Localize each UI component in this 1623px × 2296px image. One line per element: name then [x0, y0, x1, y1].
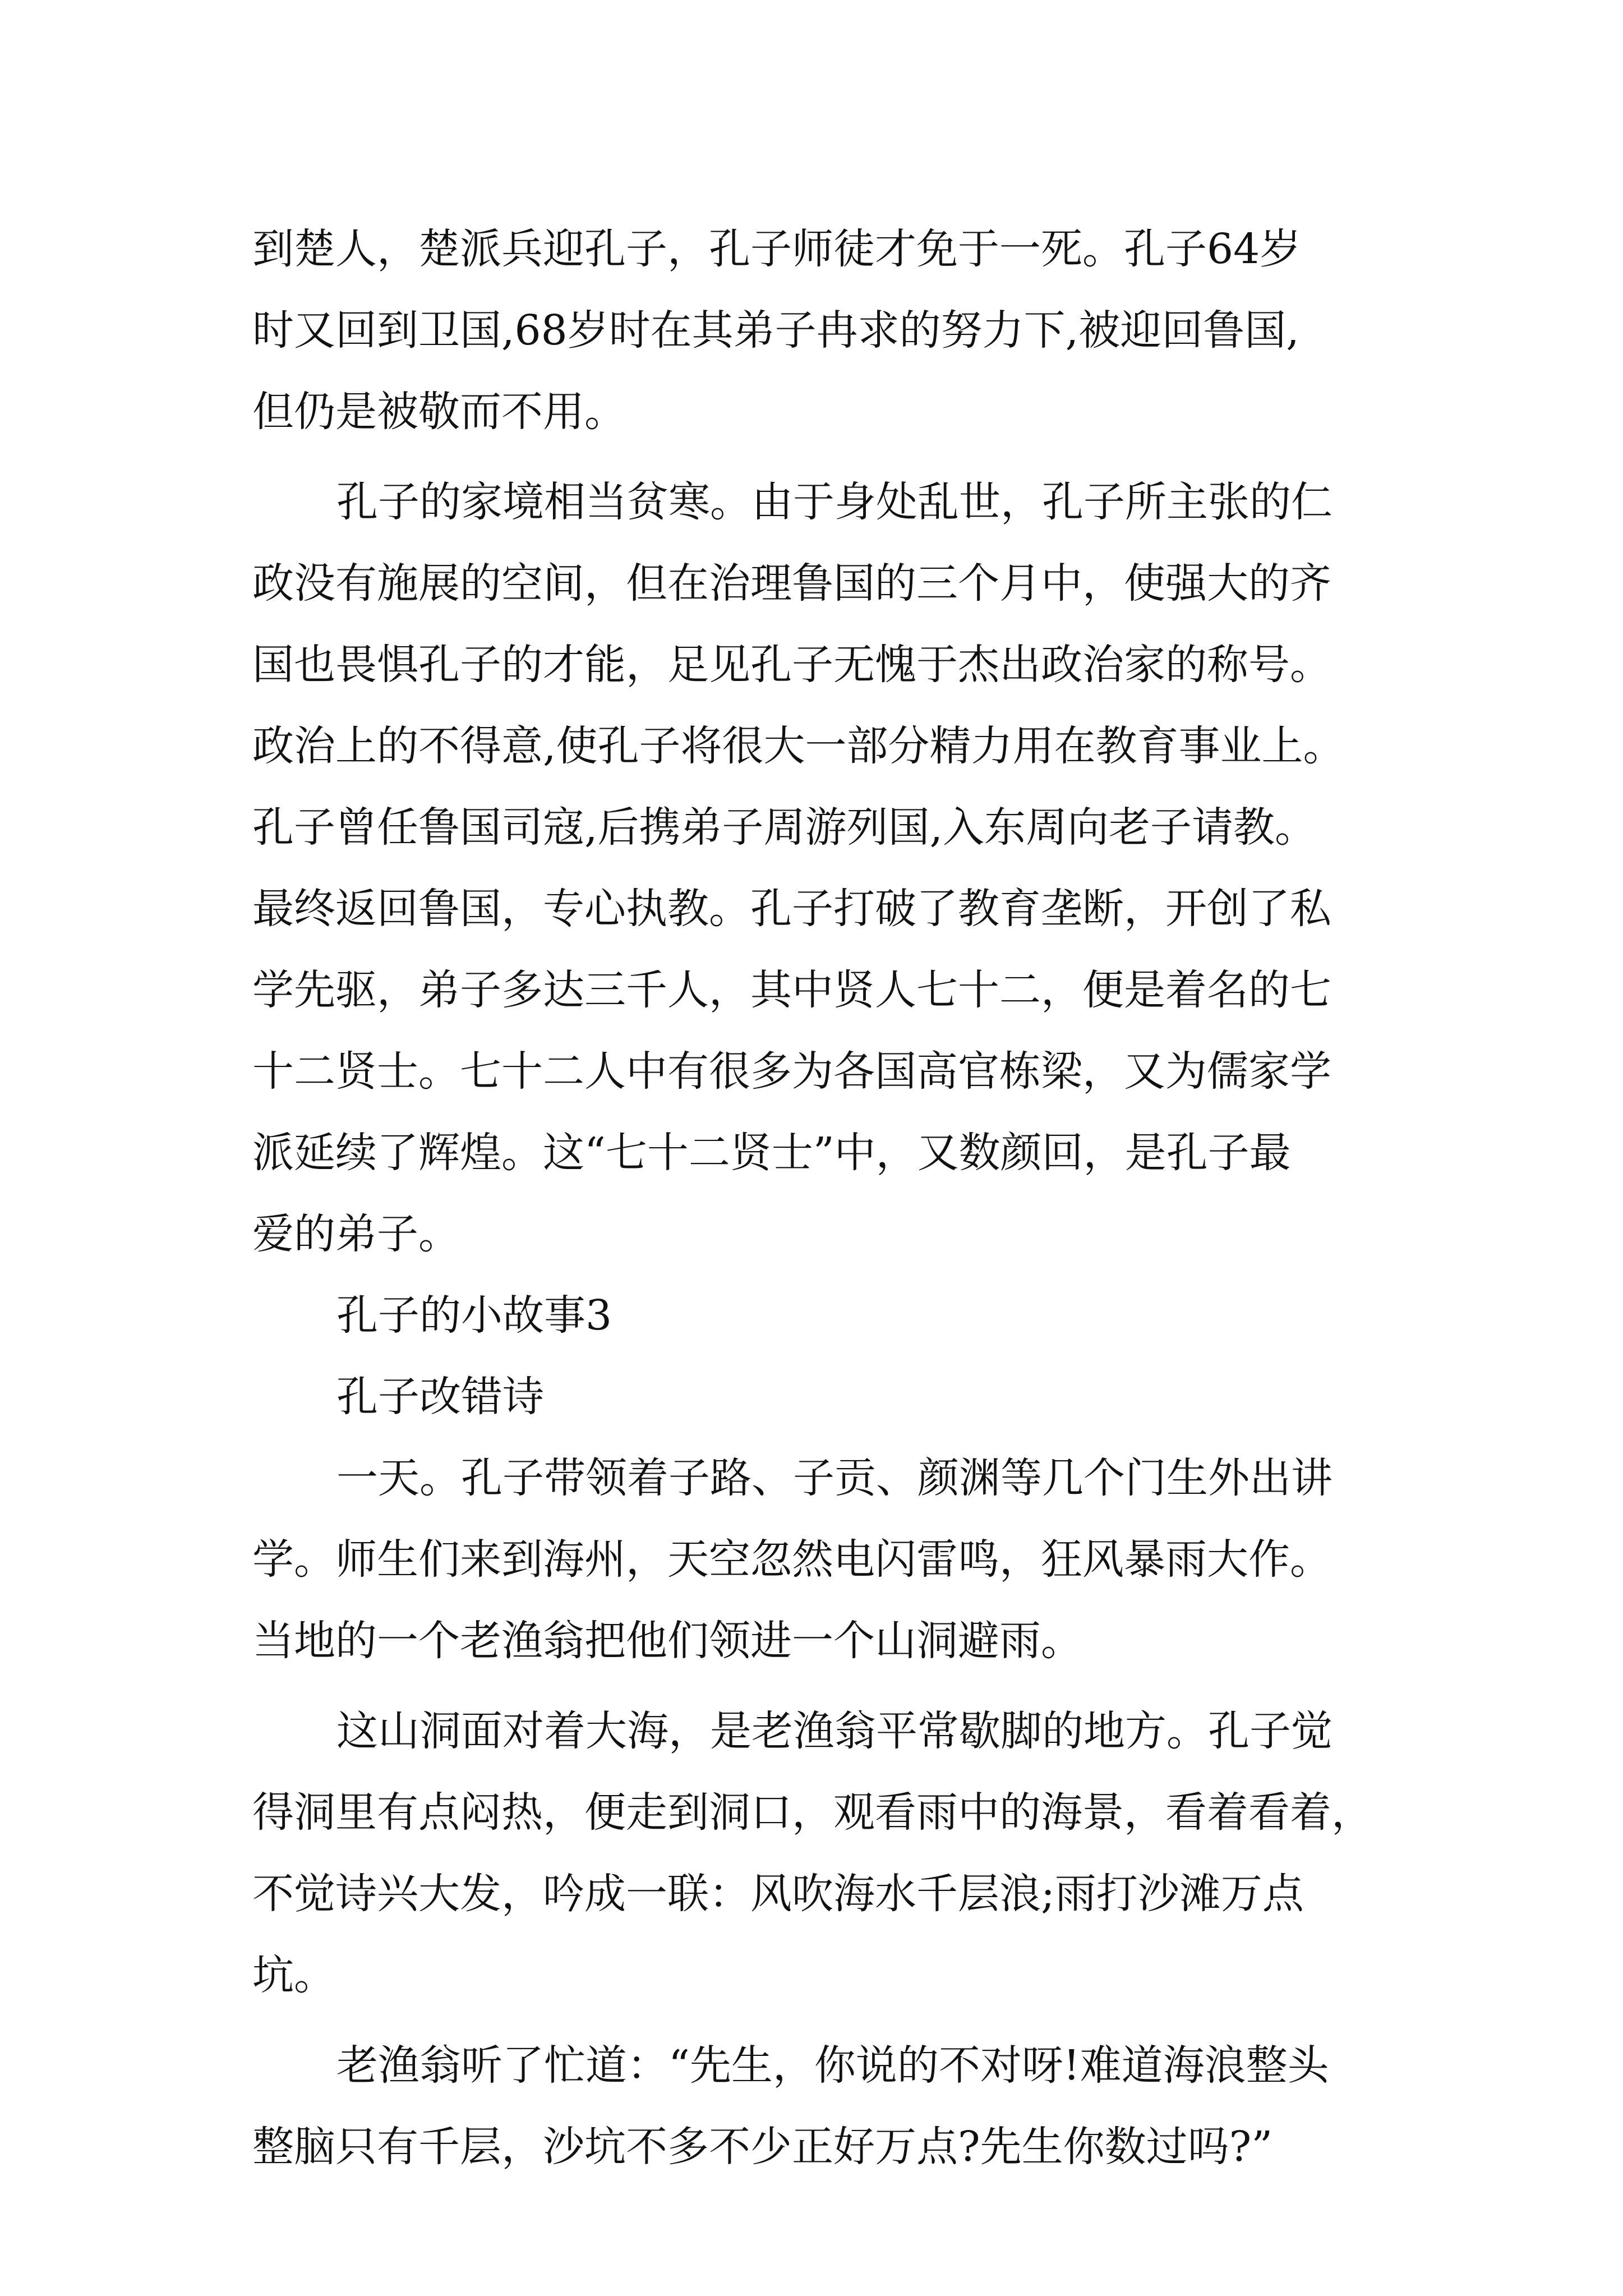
text-line: 整脑只有千层，沙坑不多不少正好万点?先生你数过吗?” [252, 2123, 1273, 2171]
text-line: 学先驱，弟子多达三千人，其中贤人七十二，便是着名的七 [252, 966, 1331, 1014]
text-line: 到楚人，楚派兵迎孔子，孔子师徒才免于一死。孔子64岁 [252, 225, 1302, 273]
text-line: 孔子曾任鲁国司寇,后携弟子周游列国,入东周向老子请教。 [252, 803, 1317, 852]
text-line: 十二贤士。七十二人中有很多为各国高官栋梁，又为儒家学 [252, 1047, 1331, 1096]
text-line: 孔子的家境相当贫寒。由于身处乱世，孔子所主张的仁 [336, 478, 1332, 526]
text-line: 派延续了辉煌。这“七十二贤士”中，又数颜回，是孔子最 [252, 1129, 1291, 1177]
text-line: 坑。 [252, 1951, 335, 1999]
text-line: 最终返回鲁国，专心执教。孔子打破了教育垄断，开创了私 [252, 885, 1331, 933]
document-body [252, 209, 1380, 2188]
text-line: 时又回到卫国,68岁时在其弟子冉求的努力下,被迎回鲁国, [252, 306, 1299, 355]
text-line: 但仍是被敬而不用。 [252, 388, 626, 436]
story-title: 孔子改错诗 [336, 1373, 544, 1421]
section-heading: 孔子的小故事3 [336, 1291, 612, 1340]
text-line: 当地的一个老渔翁把他们领进一个山洞避雨。 [252, 1617, 1082, 1665]
text-line: 一天。孔子带领着子路、子贡、颜渊等几个门生外出讲 [336, 1454, 1332, 1502]
text-line: 爱的弟子。 [252, 1210, 460, 1258]
text-line: 得洞里有点闷热，便走到洞口，观看雨中的海景，看着看着， [252, 1788, 1373, 1837]
text-line: 政治上的不得意,使孔子将很大一部分精力用在教育事业上。 [252, 722, 1345, 770]
text-line: 不觉诗兴大发，吟成一联：风吹海水千层浪;雨打沙滩万点 [252, 1870, 1304, 1918]
text-line: 这山洞面对着大海，是老渔翁平常歇脚的地方。孔子觉 [336, 1707, 1332, 1755]
text-line: 老渔翁听了忙道：“先生，你说的不对呀!难道海浪整头 [336, 2041, 1329, 2090]
text-line: 政没有施展的空间，但在治理鲁国的三个月中，使强大的齐 [252, 559, 1331, 608]
text-line: 国也畏惧孔子的才能，足见孔子无愧于杰出政治家的称号。 [252, 641, 1331, 689]
text-line: 学。师生们来到海州，天空忽然电闪雷鸣，狂风暴雨大作。 [252, 1535, 1331, 1584]
